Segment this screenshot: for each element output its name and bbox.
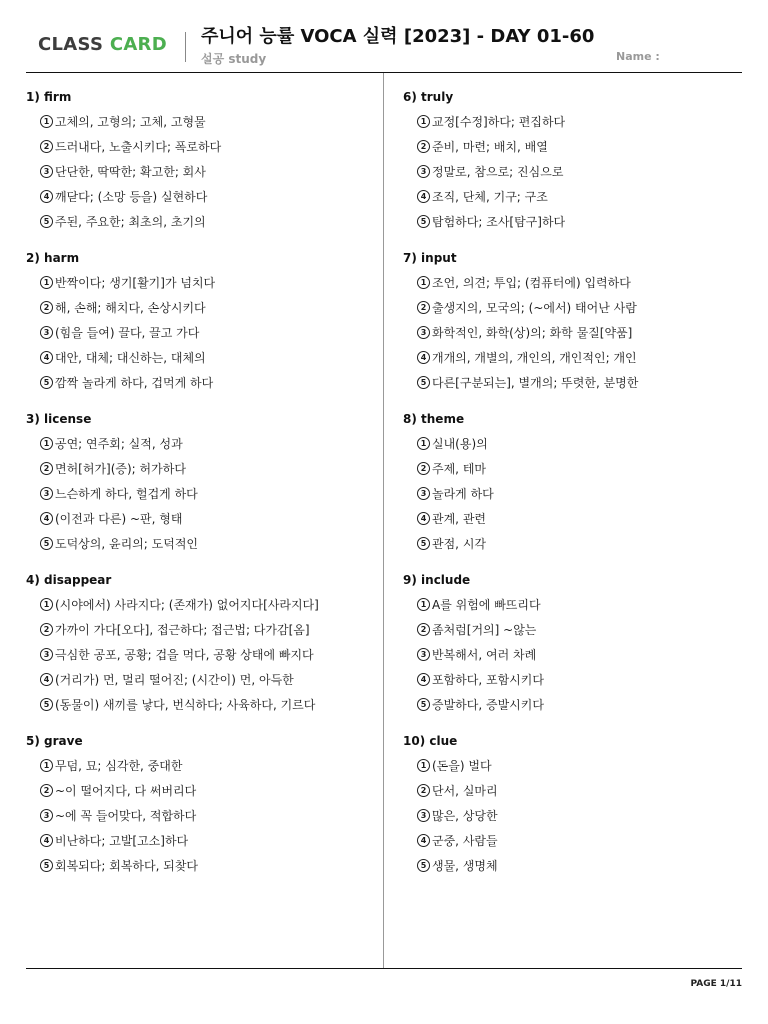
question-block: [403, 571, 758, 732]
option-number-marker: 5: [417, 215, 430, 228]
answer-option: [403, 209, 758, 234]
question-heading: [403, 732, 758, 750]
question-heading: [403, 88, 758, 106]
option-number-marker: 5: [417, 859, 430, 872]
option-text: 깨닫다; (소망 등을) 실현하다: [55, 190, 208, 204]
answer-option: [26, 592, 381, 617]
question-word: clue: [429, 734, 458, 748]
answer-option: [26, 778, 381, 803]
answer-option: [26, 270, 381, 295]
option-text: 관점, 시각: [432, 537, 486, 551]
option-number-marker: 5: [417, 698, 430, 711]
answer-option: [26, 134, 381, 159]
option-text: 단서, 실마리: [432, 784, 498, 798]
answer-option: [403, 692, 758, 717]
question-word: include: [421, 573, 471, 587]
option-text: 화학적인, 화학(상)의; 화학 물질[약품]: [432, 326, 633, 340]
option-number-marker: 1: [417, 437, 430, 450]
question-block: [403, 88, 758, 249]
logo-card-text: CARD: [109, 34, 167, 55]
question-block: [26, 249, 381, 410]
answer-option: [403, 828, 758, 853]
option-number-marker: 2: [40, 623, 53, 636]
answer-option: [26, 109, 381, 134]
option-text: 비난하다; 고발[고소]하다: [55, 834, 189, 848]
option-number-marker: 5: [417, 537, 430, 550]
option-text: 놀라게 하다: [432, 487, 494, 501]
option-text: 조직, 단체, 기구; 구조: [432, 190, 548, 204]
answer-option: [26, 506, 381, 531]
question-block: [26, 571, 381, 732]
answer-option: [26, 456, 381, 481]
answer-option: [26, 531, 381, 556]
answer-option: [26, 692, 381, 717]
question-word: input: [421, 251, 457, 265]
option-text: 증발하다, 증발시키다: [432, 698, 544, 712]
option-number-marker: 5: [40, 698, 53, 711]
option-text: 탐험하다; 조사[탐구]하다: [432, 215, 566, 229]
answer-option: [403, 134, 758, 159]
question-number: 2): [26, 251, 40, 265]
question-heading: [26, 88, 381, 106]
answer-option: [26, 431, 381, 456]
question-heading: [403, 410, 758, 428]
answer-option: [26, 642, 381, 667]
answer-option: [26, 617, 381, 642]
answer-option: [26, 295, 381, 320]
name-label: Name :: [616, 50, 660, 63]
page-header: [0, 0, 768, 74]
answer-option: [403, 642, 758, 667]
question-word: harm: [44, 251, 80, 265]
question-number: 6): [403, 90, 417, 104]
question-heading: [403, 249, 758, 267]
option-number-marker: 1: [40, 598, 53, 611]
option-text: 교정[수정]하다; 편집하다: [432, 115, 566, 129]
option-number-marker: 5: [417, 376, 430, 389]
answer-option: [403, 803, 758, 828]
option-text: 주된, 주요한; 최초의, 초기의: [55, 215, 206, 229]
option-text: 단단한, 딱딱한; 확고한; 회사: [55, 165, 206, 179]
question-block: [403, 732, 758, 893]
option-number-marker: 4: [40, 673, 53, 686]
option-number-marker: 5: [40, 537, 53, 550]
option-number-marker: 1: [417, 115, 430, 128]
option-text: 가까이 가다[오다], 접근하다; 접근법; 다가감[옴]: [55, 623, 310, 637]
option-number-marker: 3: [40, 326, 53, 339]
option-number-marker: 4: [417, 512, 430, 525]
question-number: 4): [26, 573, 40, 587]
logo-class-text: CLASS: [38, 34, 104, 55]
option-number-marker: 2: [417, 140, 430, 153]
question-number: 8): [403, 412, 417, 426]
option-number-marker: 1: [417, 759, 430, 772]
option-text: 준비, 마련; 배치, 배열: [432, 140, 548, 154]
answer-option: [403, 753, 758, 778]
option-number-marker: 2: [417, 623, 430, 636]
option-number-marker: 2: [417, 301, 430, 314]
option-number-marker: 4: [40, 351, 53, 364]
answer-option: [403, 345, 758, 370]
column-divider: [383, 73, 384, 968]
option-number-marker: 2: [40, 784, 53, 797]
answer-option: [403, 592, 758, 617]
option-number-marker: 1: [417, 598, 430, 611]
answer-option: [403, 159, 758, 184]
option-number-marker: 4: [40, 190, 53, 203]
footer-rule: [26, 968, 742, 969]
option-text: 군중, 사람들: [432, 834, 498, 848]
option-text: (동물이) 새끼를 낳다, 번식하다; 사육하다, 기르다: [55, 698, 316, 712]
answer-option: [403, 778, 758, 803]
question-word: truly: [421, 90, 454, 104]
question-number: 1): [26, 90, 40, 104]
question-number: 10): [403, 734, 426, 748]
option-number-marker: 4: [417, 190, 430, 203]
option-text: 조언, 의견; 투입; (컴퓨터에) 입력하다: [432, 276, 631, 290]
header-divider: [185, 32, 186, 62]
answer-option: [26, 828, 381, 853]
answer-option: [403, 295, 758, 320]
question-block: [403, 410, 758, 571]
option-text: 느슨하게 하다, 헐겁게 하다: [55, 487, 198, 501]
option-number-marker: 2: [417, 784, 430, 797]
option-text: ~에 꼭 들어맞다, 적합하다: [55, 809, 197, 823]
option-text: (거리가) 먼, 멀리 떨어진; (시간이) 먼, 아득한: [55, 673, 294, 687]
option-number-marker: 3: [417, 809, 430, 822]
option-number-marker: 4: [417, 673, 430, 686]
option-number-marker: 4: [417, 834, 430, 847]
option-number-marker: 5: [40, 376, 53, 389]
option-number-marker: 4: [40, 834, 53, 847]
option-text: 도덕상의, 윤리의; 도덕적인: [55, 537, 198, 551]
option-text: 드러내다, 노출시키다; 폭로하다: [55, 140, 222, 154]
answer-option: [403, 667, 758, 692]
question-word: firm: [44, 90, 72, 104]
option-text: 생물, 생명체: [432, 859, 498, 873]
question-number: 3): [26, 412, 40, 426]
option-number-marker: 3: [417, 326, 430, 339]
option-number-marker: 3: [40, 487, 53, 500]
option-text: 회복되다; 회복하다, 되찾다: [55, 859, 198, 873]
answer-option: [26, 667, 381, 692]
answer-option: [403, 853, 758, 878]
answer-option: [403, 617, 758, 642]
question-heading: [26, 571, 381, 589]
option-number-marker: 3: [40, 165, 53, 178]
option-text: 해, 손해; 해치다, 손상시키다: [55, 301, 206, 315]
option-text: (힘을 들여) 끌다, 끌고 가다: [55, 326, 200, 340]
option-text: 다른[구분되는], 별개의; 뚜렷한, 분명한: [432, 376, 639, 390]
option-text: 반복해서, 여러 차례: [432, 648, 537, 662]
option-text: 면허[허가](증); 허가하다: [55, 462, 186, 476]
option-number-marker: 2: [40, 140, 53, 153]
header-rule: [26, 72, 742, 73]
question-column-left: [26, 88, 381, 893]
question-heading: [403, 571, 758, 589]
option-number-marker: 2: [40, 301, 53, 314]
option-number-marker: 3: [417, 487, 430, 500]
question-number: 7): [403, 251, 417, 265]
option-text: (시야에서) 사라지다; (존재가) 없어지다[사라지다]: [55, 598, 319, 612]
answer-option: [26, 853, 381, 878]
option-text: 개개의, 개별의, 개인의, 개인적인; 개인: [432, 351, 637, 365]
answer-option: [26, 320, 381, 345]
option-number-marker: 5: [40, 859, 53, 872]
page-title: 주니어 능률 VOCA 실력 [2023] - DAY 01-60: [201, 26, 595, 47]
option-number-marker: 1: [417, 276, 430, 289]
question-block: [26, 732, 381, 893]
answer-option: [26, 159, 381, 184]
option-text: 대안, 대체; 대신하는, 대체의: [55, 351, 206, 365]
option-text: 포함하다, 포함시키다: [432, 673, 544, 687]
answer-option: [403, 431, 758, 456]
question-heading: [26, 249, 381, 267]
option-number-marker: 4: [417, 351, 430, 364]
option-text: 관계, 관련: [432, 512, 486, 526]
question-block: [403, 249, 758, 410]
option-number-marker: 5: [40, 215, 53, 228]
answer-option: [403, 184, 758, 209]
answer-option: [403, 531, 758, 556]
option-number-marker: 3: [40, 648, 53, 661]
answer-option: [26, 209, 381, 234]
answer-option: [26, 481, 381, 506]
answer-option: [26, 184, 381, 209]
answer-option: [403, 506, 758, 531]
answer-option: [403, 370, 758, 395]
option-number-marker: 1: [40, 115, 53, 128]
question-word: license: [44, 412, 92, 426]
option-number-marker: 2: [417, 462, 430, 475]
option-text: 반짝이다; 생기[활기]가 넘치다: [55, 276, 216, 290]
option-text: 정말로, 참으로; 진심으로: [432, 165, 564, 179]
option-text: ~이 떨어지다, 다 써버리다: [55, 784, 197, 798]
answer-option: [403, 109, 758, 134]
option-number-marker: 3: [417, 165, 430, 178]
option-text: 고체의, 고형의; 고체, 고형물: [55, 115, 206, 129]
question-number: 9): [403, 573, 417, 587]
option-text: (이전과 다른) ~판, 형태: [55, 512, 183, 526]
question-column-right: [403, 88, 758, 893]
question-block: [26, 88, 381, 249]
option-text: 공연; 연주회; 실적, 성과: [55, 437, 183, 451]
classcard-logo: [38, 34, 167, 56]
answer-option: [403, 320, 758, 345]
option-text: 많은, 상당한: [432, 809, 498, 823]
option-text: A를 위험에 빠뜨리다: [432, 598, 541, 612]
option-number-marker: 2: [40, 462, 53, 475]
option-text: 좀처럼[거의] ~않는: [432, 623, 537, 637]
option-text: 극심한 공포, 공황; 겁을 먹다, 공황 상태에 빠지다: [55, 648, 314, 662]
option-number-marker: 4: [40, 512, 53, 525]
option-number-marker: 1: [40, 276, 53, 289]
question-word: disappear: [44, 573, 112, 587]
question-heading: [26, 732, 381, 750]
option-number-marker: 1: [40, 437, 53, 450]
option-text: 출생지의, 모국의; (~에서) 태어난 사람: [432, 301, 637, 315]
option-number-marker: 1: [40, 759, 53, 772]
option-number-marker: 3: [417, 648, 430, 661]
answer-option: [403, 481, 758, 506]
option-text: 무덤, 묘; 심각한, 중대한: [55, 759, 183, 773]
question-heading: [26, 410, 381, 428]
answer-option: [26, 345, 381, 370]
option-text: 깜짝 놀라게 하다, 겁먹게 하다: [55, 376, 214, 390]
answer-option: [403, 456, 758, 481]
option-text: (돈을) 벌다: [432, 759, 492, 773]
question-word: grave: [44, 734, 83, 748]
option-text: 실내(용)의: [432, 437, 488, 451]
answer-option: [403, 270, 758, 295]
page-number: PAGE 1/11: [690, 979, 742, 989]
question-word: theme: [421, 412, 465, 426]
question-block: [26, 410, 381, 571]
option-text: 주제, 테마: [432, 462, 486, 476]
option-number-marker: 3: [40, 809, 53, 822]
answer-option: [26, 803, 381, 828]
answer-option: [26, 370, 381, 395]
answer-option: [26, 753, 381, 778]
page-subtitle: 설공 study: [201, 52, 267, 66]
question-number: 5): [26, 734, 40, 748]
